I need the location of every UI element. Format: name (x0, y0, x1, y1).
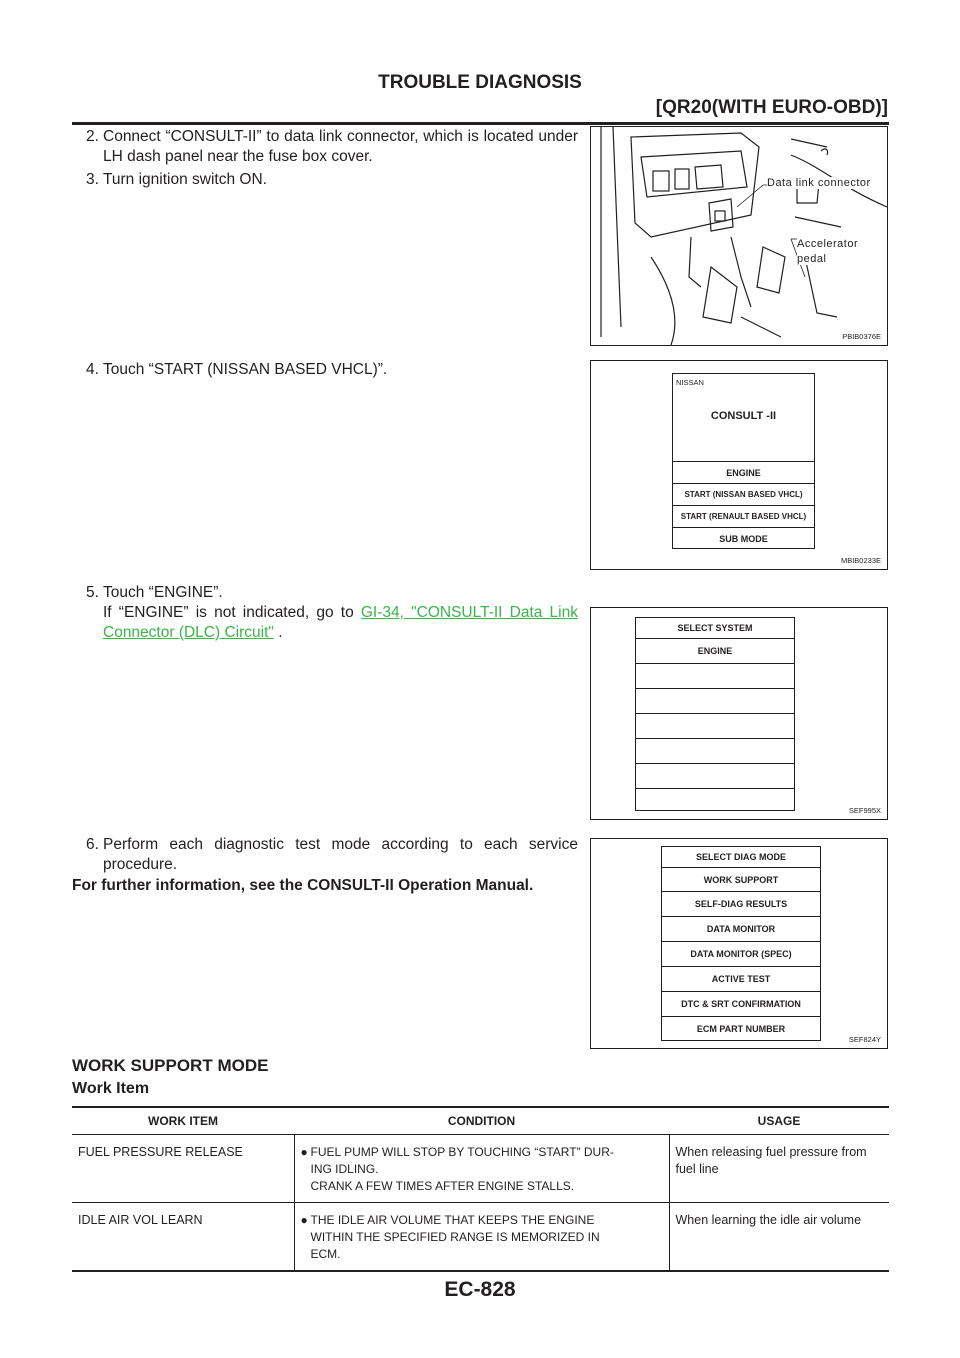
pedal-callout-line-2: pedal (797, 253, 827, 265)
screen-title: SELECT SYSTEM (677, 623, 753, 633)
mode-work-support[interactable]: WORK SUPPORT (662, 867, 820, 891)
step-5-line-2: If “ENGINE” is not indicated, go to (103, 604, 361, 621)
bullet-icon: ● (300, 1145, 308, 1159)
page-number: EC-828 (444, 1278, 516, 1301)
select-diag-mode-figure (590, 838, 888, 1049)
mode-active-test[interactable]: ACTIVE TEST (662, 966, 820, 991)
step-text: Perform each diagnostic test mode according to each service procedure. (103, 836, 578, 873)
table-row (72, 1135, 889, 1203)
condition-cell (294, 1135, 669, 1203)
table-row (72, 1203, 889, 1272)
work-item-cell: FUEL PRESSURE RELEASE (72, 1135, 294, 1203)
consult-title: CONSULT -II (710, 410, 777, 422)
menu-item-sub-mode[interactable]: SUB MODE (673, 527, 814, 549)
usage-cell: When releasing fuel pressure from fuel line (669, 1135, 889, 1203)
step-2 (86, 127, 578, 167)
condition-line: CRANK A FEW TIMES AFTER ENGINE STALLS. (310, 1179, 575, 1193)
operation-manual-note: For further information, see the CONSULT-II Operation Manual. (72, 877, 534, 894)
cross-reference-link[interactable]: GI-34, "CONSULT-II Data Link Connector (DLC) Circuit" (103, 604, 578, 641)
condition-line: THE IDLE AIR VOLUME THAT KEEPS THE ENGINE (310, 1213, 595, 1227)
dlc-location-figure (590, 126, 888, 346)
column-header-condition: CONDITION (294, 1107, 669, 1135)
select-system-figure (590, 607, 888, 820)
mode-self-diag-results[interactable]: SELF-DIAG RESULTS (662, 891, 820, 916)
work-item-table (72, 1106, 889, 1272)
step-text: Turn ignition switch ON. (103, 171, 267, 188)
select-system-screen (635, 617, 795, 811)
step-number: 5. (86, 584, 99, 601)
menu-item-engine[interactable]: ENGINE (673, 461, 814, 483)
page-title: TROUBLE DIAGNOSIS (378, 72, 582, 93)
figure-code: PBIB0376E (842, 332, 881, 341)
system-item-empty[interactable] (636, 663, 794, 688)
subsection-heading: Work Item (72, 1080, 150, 1097)
diag-mode-screen (661, 846, 821, 1041)
step-3 (86, 170, 578, 190)
step-number: 4. (86, 361, 99, 378)
step-text (103, 583, 578, 643)
menu-item-start-nissan[interactable]: START (NISSAN BASED VHCL) (673, 483, 814, 505)
condition-line: ING IDLING. (310, 1162, 379, 1176)
step-4 (86, 360, 578, 380)
step-5-suffix: . (273, 624, 283, 641)
condition-line: ECM. (310, 1247, 341, 1261)
screen-title: SELECT DIAG MODE (695, 852, 786, 862)
pedal-callout-line-1: Accelerator (797, 238, 859, 250)
column-header-usage: USAGE (669, 1107, 889, 1135)
system-item-empty[interactable] (636, 763, 794, 788)
figure-code: MBIB0233E (840, 556, 881, 565)
step-6 (86, 835, 578, 875)
screen-header (673, 374, 814, 461)
condition-cell (294, 1203, 669, 1272)
column-header-work-item: WORK ITEM (72, 1107, 294, 1135)
mode-data-monitor[interactable]: DATA MONITOR (662, 916, 820, 941)
menu-item-start-renault[interactable]: START (RENAULT BASED VHCL) (673, 505, 814, 527)
consult-screen (672, 373, 815, 549)
section-heading: WORK SUPPORT MODE (72, 1056, 269, 1075)
mode-dtc-srt-confirmation[interactable]: DTC & SRT CONFIRMATION (662, 991, 820, 1016)
section-label: [QR20(WITH EURO-OBD)] (655, 97, 888, 118)
figure-code: SEF995X (848, 806, 881, 815)
system-item-engine[interactable]: ENGINE (636, 638, 794, 663)
step-5 (86, 583, 578, 643)
step-number: 2. (86, 128, 99, 145)
figure-code: SEF824Y (848, 1035, 881, 1044)
system-item-empty[interactable] (636, 688, 794, 713)
brand-label: NISSAN (676, 378, 704, 387)
bullet-icon: ● (300, 1213, 308, 1227)
header-divider (72, 122, 889, 125)
consult-start-figure (590, 360, 888, 570)
system-item-empty[interactable] (636, 713, 794, 738)
step-number: 3. (86, 171, 99, 188)
condition-line: WITHIN THE SPECIFIED RANGE IS MEMORIZED IN (310, 1230, 600, 1244)
step-text: Touch “START (NISSAN BASED VHCL)”. (103, 361, 388, 378)
condition-line: FUEL PUMP WILL STOP BY TOUCHING “START” DUR- (310, 1145, 614, 1159)
step-number: 6. (86, 836, 99, 853)
table-header-row (72, 1107, 889, 1135)
mode-data-monitor-spec[interactable]: DATA MONITOR (SPEC) (662, 941, 820, 966)
usage-cell: When learning the idle air volume (669, 1203, 889, 1272)
step-text: Connect “CONSULT-II” to data link connector, which is located under LH dash panel near the fuse box cover. (103, 128, 578, 165)
work-item-cell: IDLE AIR VOL LEARN (72, 1203, 294, 1272)
step-5-line-1: Touch “ENGINE”. (103, 584, 223, 601)
system-item-empty[interactable] (636, 738, 794, 763)
system-item-empty[interactable] (636, 788, 794, 813)
dash-panel-illustration (591, 127, 887, 345)
mode-ecm-part-number[interactable]: ECM PART NUMBER (662, 1016, 820, 1041)
dlc-callout: Data link connector (767, 177, 871, 189)
